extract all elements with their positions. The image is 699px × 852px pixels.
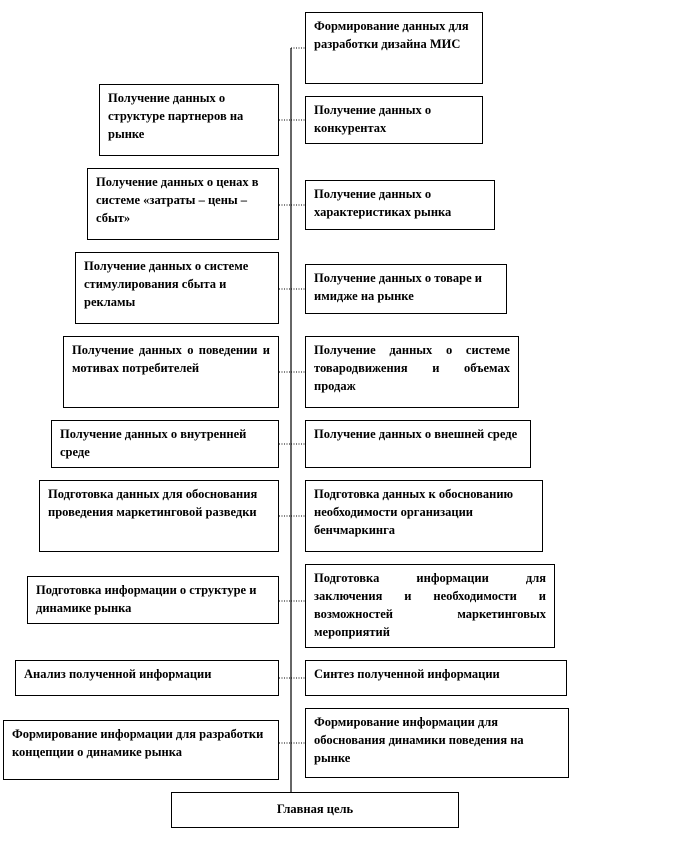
- box-text: Получение данных о конкурентах: [314, 103, 432, 135]
- box-product-image-data: [305, 264, 507, 314]
- box-text: Получение данных о поведении и мотивах потребителей: [72, 343, 270, 375]
- box-promotion-advertising: [75, 252, 279, 324]
- box-text: Подготовка данных для обоснования проведения маркетинговой разведки: [48, 487, 258, 519]
- box-competitors-data: [305, 96, 483, 144]
- box-partner-structure: [99, 84, 279, 156]
- box-pricing-data: [87, 168, 279, 240]
- box-info-synthesis: [305, 660, 567, 696]
- left-connectors: [279, 120, 291, 743]
- box-text: Главная цель: [276, 802, 354, 816]
- box-text: Формирование информации для разработки концепции о динамике рынка: [12, 727, 264, 759]
- box-main-goal: [171, 792, 459, 828]
- box-text: Подготовка информации для заключения и необходимости и возможностей маркетинговых мероприятий: [314, 571, 546, 639]
- box-text: Получение данных о характеристиках рынка: [314, 187, 452, 219]
- box-mis-design-data: [305, 12, 483, 84]
- box-distribution-sales-data: [305, 336, 519, 408]
- box-marketing-intelligence: [39, 480, 279, 552]
- box-internal-environment: [51, 420, 279, 468]
- box-text: Получение данных о ценах в системе «затраты – цены – сбыт»: [96, 175, 259, 225]
- box-text: Формирование информации для обоснования динамики поведения на рынке: [314, 715, 524, 765]
- box-text: Получение данных о структуре партнеров на рынке: [108, 91, 244, 141]
- right-connectors: [291, 48, 305, 743]
- box-consumer-behavior: [63, 336, 279, 408]
- box-text: Получение данных о системе стимулирования сбыта и рекламы: [84, 259, 249, 309]
- box-text: Подготовка информации о структуре и динамике рынка: [36, 583, 257, 615]
- box-text: Получение данных о товаре и имидже на рынке: [314, 271, 482, 303]
- box-text: Получение данных о внутренней среде: [60, 427, 247, 459]
- box-text: Анализ полученной информации: [24, 667, 212, 681]
- box-text: Подготовка данных к обоснованию необходимости организации бенчмаркинга: [314, 487, 514, 537]
- box-text: Получение данных о системе товародвижения и объемах продаж: [314, 343, 510, 393]
- box-text: Формирование данных для разработки дизайна МИС: [314, 19, 469, 51]
- box-market-concept-info: [3, 720, 279, 780]
- box-market-behavior-info: [305, 708, 569, 778]
- box-market-characteristics: [305, 180, 495, 230]
- box-info-analysis: [15, 660, 279, 696]
- box-marketing-activities-info: [305, 564, 555, 648]
- box-market-structure-dynamics: [27, 576, 279, 624]
- box-benchmarking-data: [305, 480, 543, 552]
- box-text: Получение данных о внешней среде: [314, 427, 518, 441]
- box-text: Синтез полученной информации: [314, 667, 500, 681]
- box-external-environment: [305, 420, 531, 468]
